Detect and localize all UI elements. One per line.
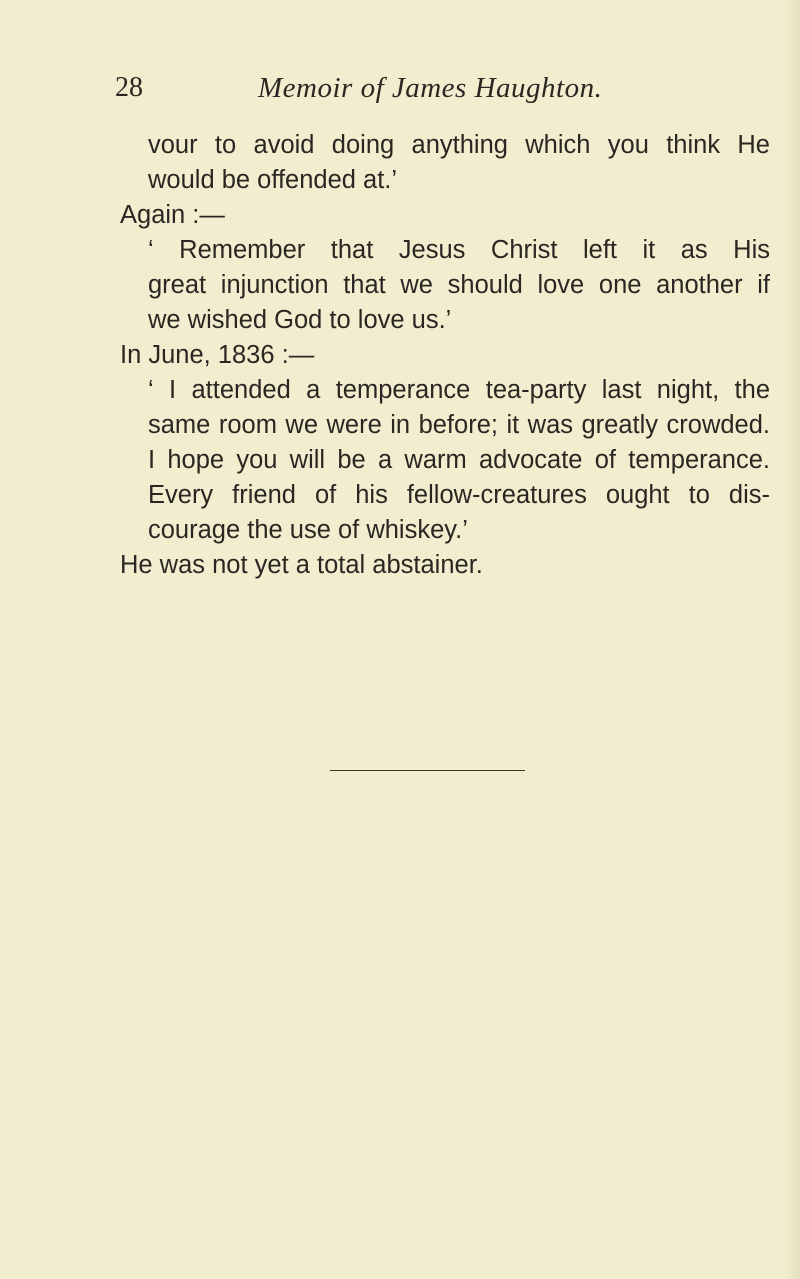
text-line: we wished God to love us.’ [148, 306, 452, 334]
text-line: courage the use of whiskey.’ [148, 516, 468, 544]
text-line: Every friend of his fellow-creatures ought to dis- [148, 481, 770, 509]
text-line: vour to avoid doing anything which you think He [148, 131, 770, 159]
running-title: Memoir of James Haughton. [258, 72, 603, 104]
page-number: 28 [115, 72, 143, 103]
text-line: In June, 1836 :— [120, 341, 315, 369]
text-line: would be offended at.’ [148, 166, 398, 194]
page-header [0, 72, 800, 112]
text-line: ‘ Remember that Jesus Christ left it as His [148, 236, 770, 264]
body-text [120, 128, 770, 583]
text-line: Again :— [120, 201, 225, 229]
page-edge-shadow [786, 0, 800, 1279]
section-end-rule [330, 770, 525, 771]
text-line: same room we were in before; it was greatly crowded. [148, 411, 770, 439]
text-line: ‘ I attended a temperance tea-party last night, the [148, 376, 770, 404]
text-line: He was not yet a total abstainer. [120, 551, 483, 579]
text-line: great injunction that we should love one another if [148, 271, 770, 299]
text-line: I hope you will be a warm advocate of temperance. [148, 446, 770, 474]
